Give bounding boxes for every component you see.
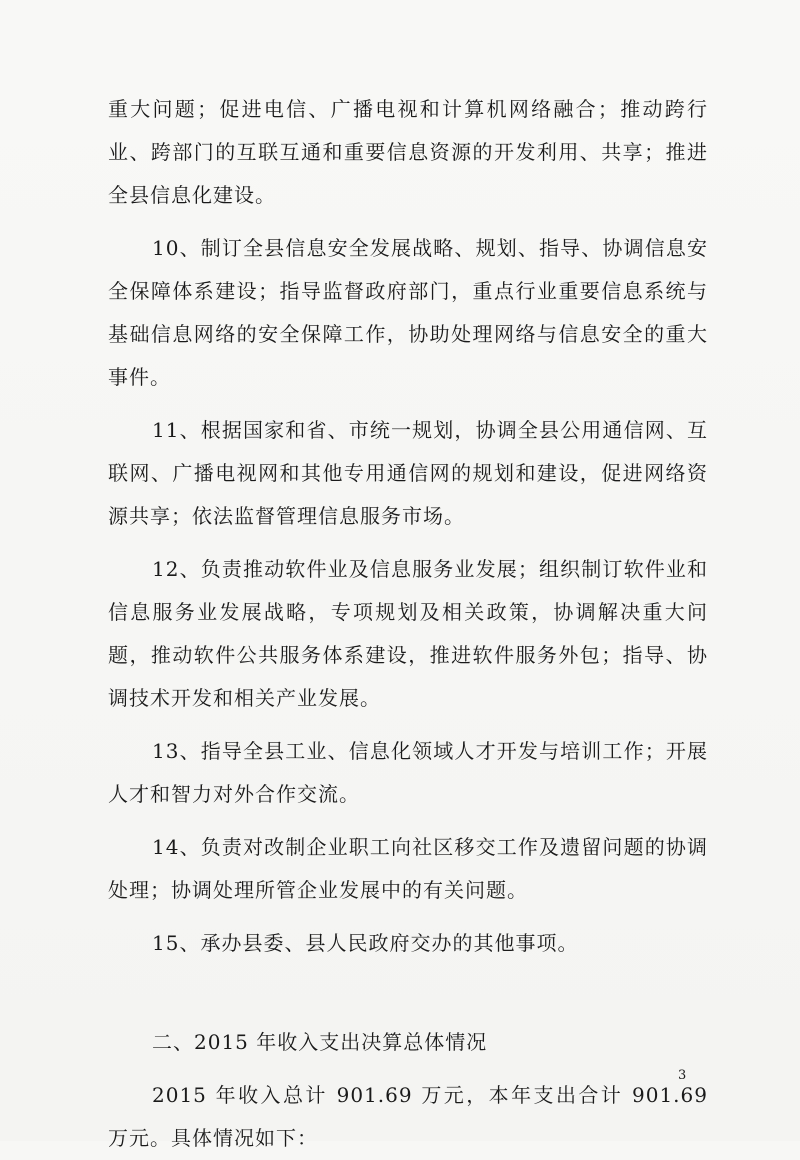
page-number: 3 bbox=[678, 1068, 687, 1083]
paragraph-item-13: 13、指导全县工业、信息化领域人才开发与培训工作；开展人才和智力对外合作交流。 bbox=[108, 739, 708, 806]
paragraph-item-12: 12、负责推动软件业及信息服务业发展；组织制订软件业和信息服务业发展战略，专项规划及相关政策，协调解决重大问题，推动软件公共服务体系建设，推进软件服务外包；指导、协调技术开发和相关产业发展。 bbox=[108, 557, 708, 710]
document-body bbox=[108, 88, 708, 1160]
paragraph-item-10: 10、制订全县信息安全发展战略、规划、指导、协调信息安全保障体系建设；指导监督政府部门，重点行业重要信息系统与基础信息网络的安全保障工作，协助处理网络与信息安全的重大事件。 bbox=[108, 236, 708, 389]
section-heading: 二、2015 年收入支出决算总体情况 bbox=[152, 1030, 488, 1054]
paragraph-summary: 2015 年收入总计 901.69 万元，本年支出合计 901.69 万元。具体情况如下： bbox=[108, 1083, 708, 1150]
paragraph-item-11: 11、根据国家和省、市统一规划，协调全县公用通信网、互联网、广播电视网和其他专用通信网的规划和建设，促进网络资源共享；依法监督管理信息服务市场。 bbox=[108, 418, 708, 528]
paragraph-continuation: 重大问题；促进电信、广播电视和计算机网络融合；推动跨行业、跨部门的互联互通和重要信息资源的开发利用、共享；推进全县信息化建设。 bbox=[108, 97, 708, 207]
paragraph-item-15: 15、承办县委、县人民政府交办的其他事项。 bbox=[152, 931, 579, 955]
paragraph-item-14: 14、负责对改制企业职工向社区移交工作及遗留问题的协调处理；协调处理所管企业发展中的有关问题。 bbox=[108, 835, 708, 902]
